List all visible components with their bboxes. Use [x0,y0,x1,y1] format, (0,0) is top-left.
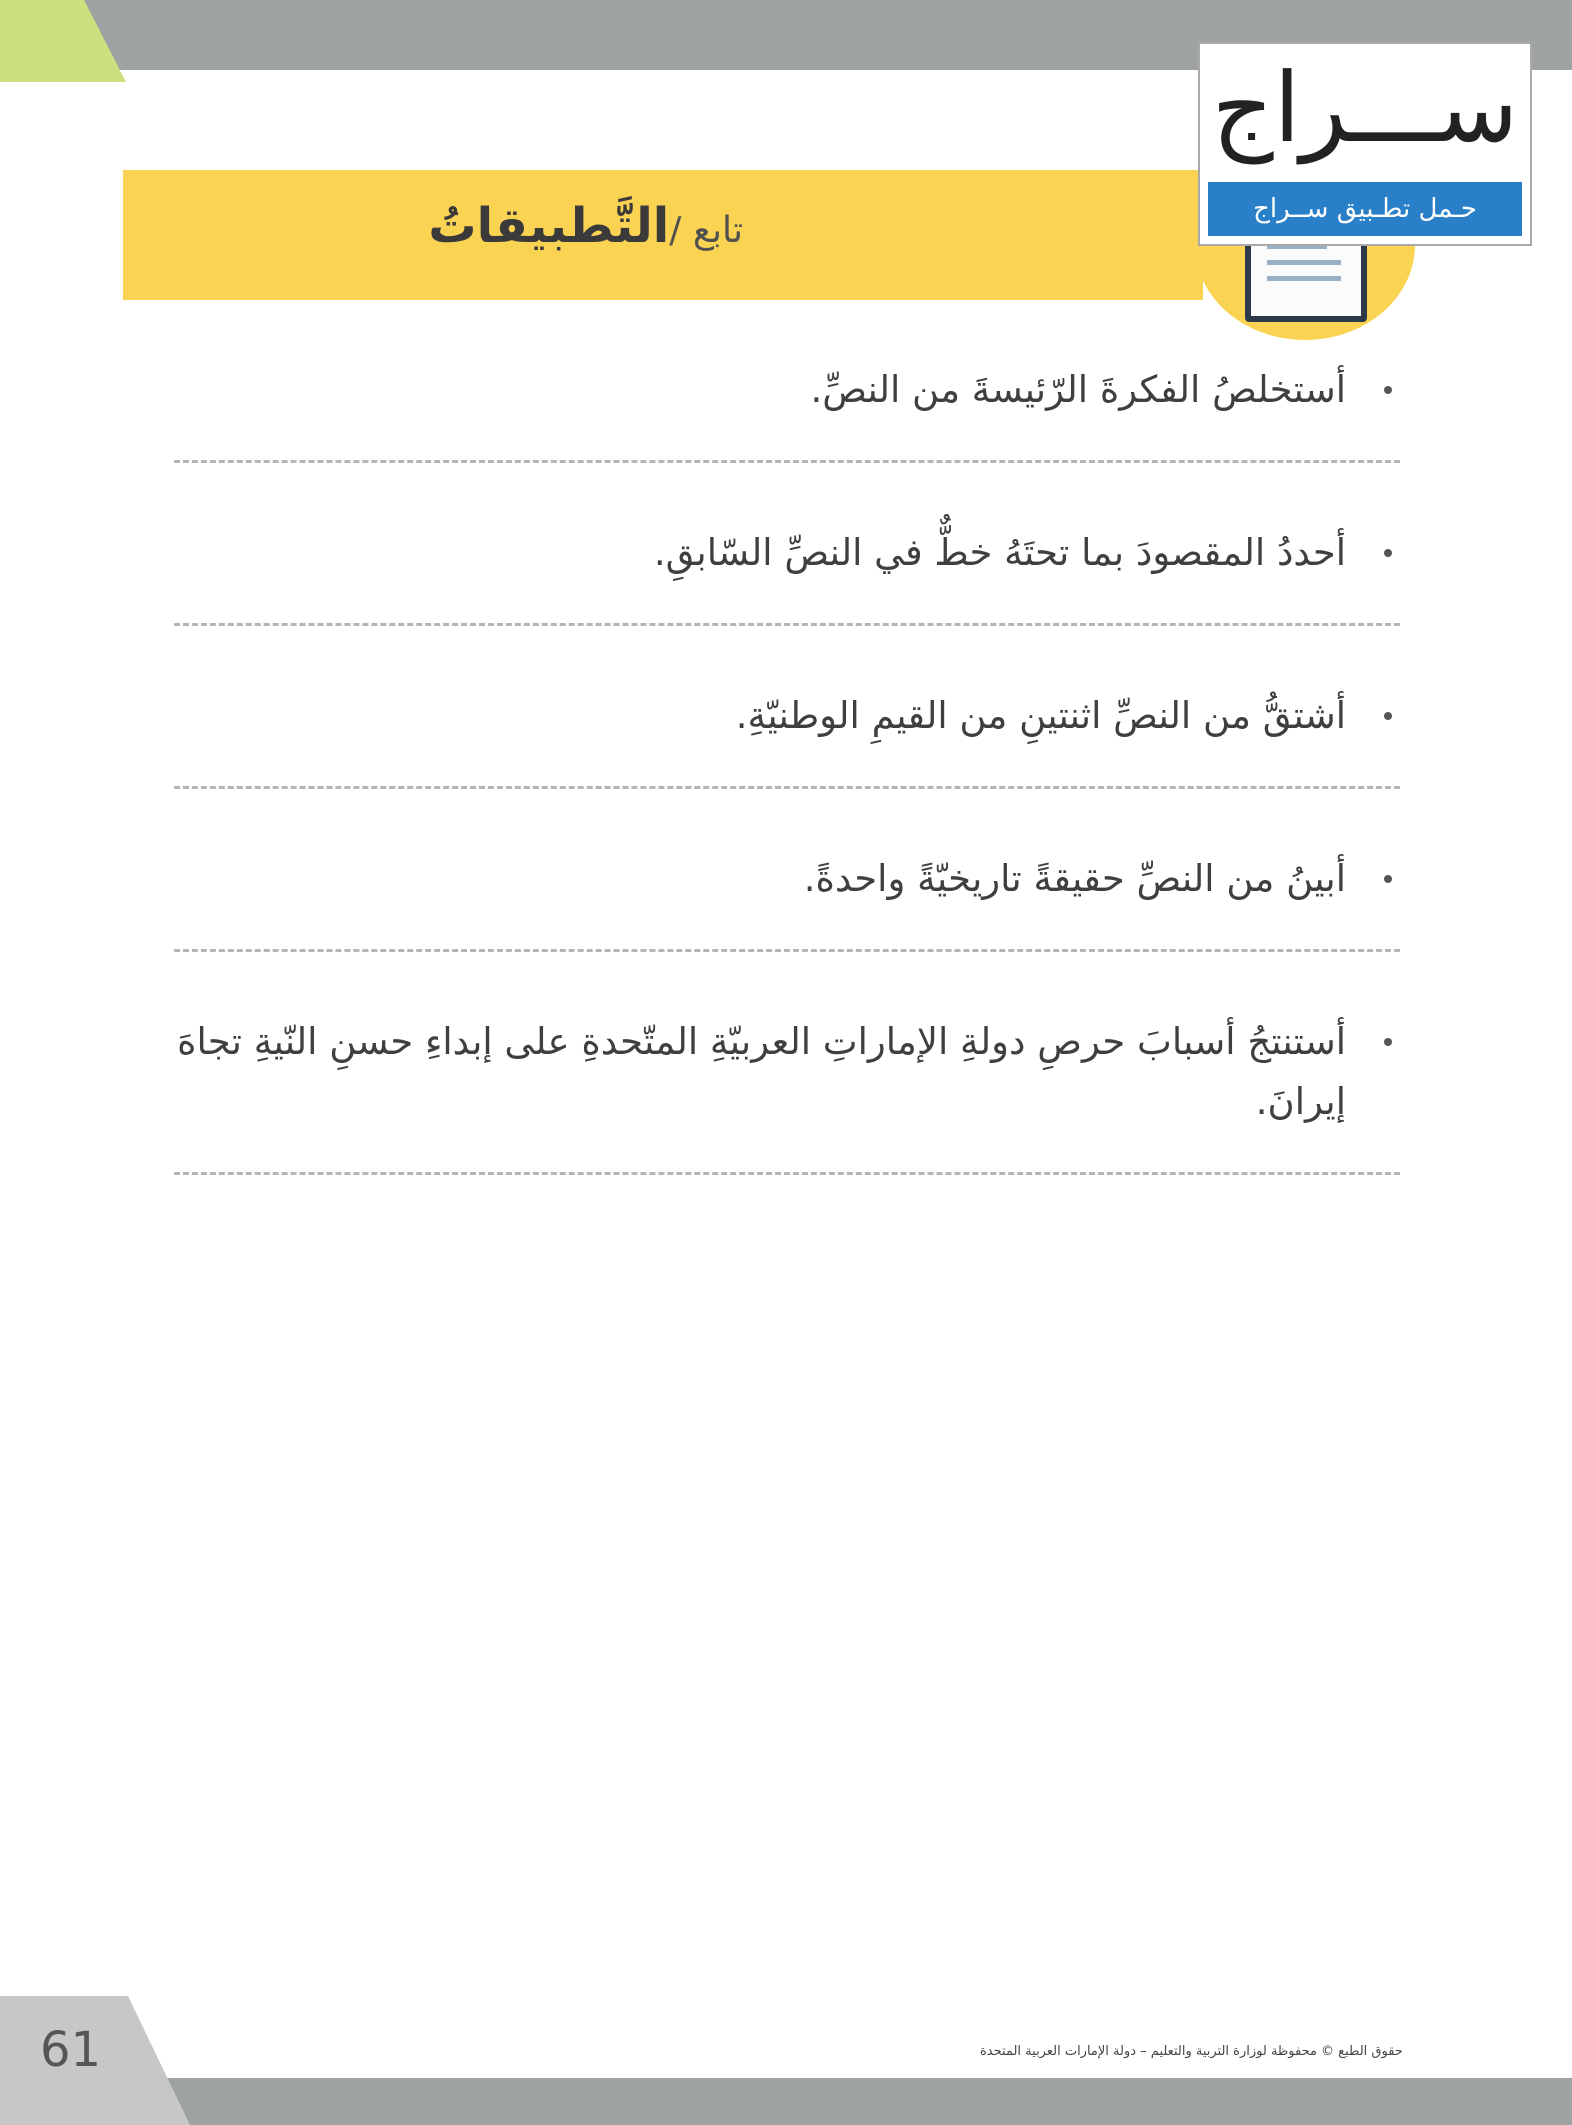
bullet-icon [1384,549,1392,557]
bullet-icon [1384,875,1392,883]
question-item [130,686,1400,746]
question-text: أحددُ المقصودَ بما تحتَهُ خطٌّ في النصِّ السّابقِ. [653,531,1346,574]
question-item [130,523,1400,583]
page-number: 61 [40,2022,102,2078]
answer-line[interactable] [174,949,1400,952]
section-banner [123,170,1203,300]
bullet-icon [1384,712,1392,720]
siraj-logo [1198,42,1532,246]
answer-line[interactable] [174,623,1400,626]
question-item [130,360,1400,420]
questions-list [130,360,1400,1235]
question-text: أبينُ من النصِّ حقيقةً تاريخيّةً واحدةً. [803,857,1346,900]
answer-line[interactable] [174,1172,1400,1175]
page-title: التَّطبيقاتُ [428,198,670,254]
question-item [130,1012,1400,1132]
copyright-notice: حقوق الطبع © محفوظة لوزارة التربية والتعليم – دولة الإمارات العربية المتحدة [980,2044,1403,2059]
question-text: أشتقُّ من النصِّ اثنتينِ من القيمِ الوطنيّةِ. [735,694,1346,737]
logo-download-strip: حـمل تطـبيق ســراج [1208,182,1522,236]
question-item [130,849,1400,909]
footer-bar [0,2078,1572,2125]
banner-title [428,198,743,254]
banner-prefix: تابع / [669,210,743,251]
logo-word: ســـراج [1211,52,1519,164]
answer-line[interactable] [174,786,1400,789]
bullet-icon [1384,386,1392,394]
question-text: أستنتجُ أسبابَ حرصِ دولةِ الإماراتِ العربيّةِ المتّحدةِ على إبداءِ حسنِ النّيةِ تجاهَ إيرانَ. [177,1020,1346,1123]
bullet-icon [1384,1038,1392,1046]
question-text: أستخلصُ الفكرةَ الرّئيسةَ من النصِّ. [810,368,1346,411]
answer-line[interactable] [174,460,1400,463]
